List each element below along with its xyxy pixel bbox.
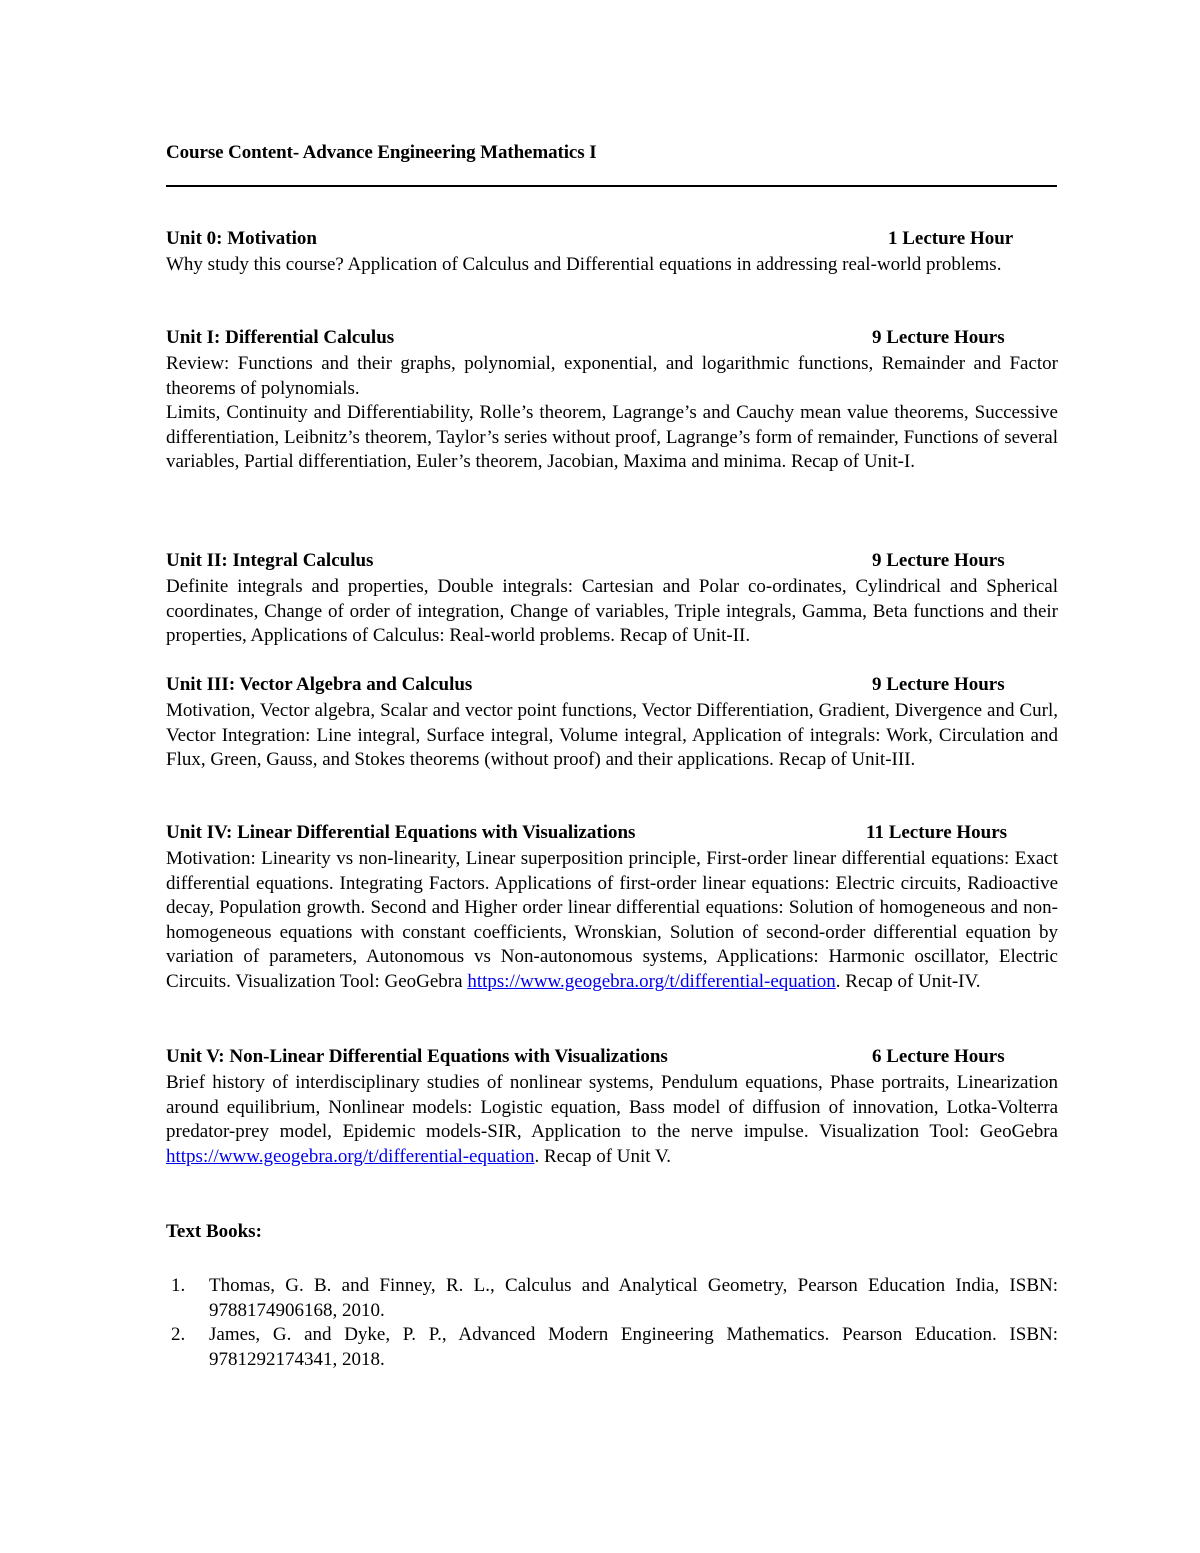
geogebra-link[interactable]: https://www.geogebra.org/t/differential-equation	[166, 1145, 535, 1167]
geogebra-link[interactable]: https://www.geogebra.org/t/differential-equation	[467, 970, 836, 992]
textbook-citation: James, G. and Dyke, P. P., Advanced Modern Engineering Mathematics. Pearson Education. ISBN: 9781292174341, 2018.	[209, 1324, 1058, 1370]
unit-4-section	[166, 822, 1058, 995]
textbooks-heading: Text Books:	[166, 1221, 262, 1242]
unit-description	[166, 352, 1058, 475]
unit-text: Brief history of interdisciplinary studies of nonlinear systems, Pendulum equations, Phase portraits, Linearization around equilibrium, Nonlinear models: Logistic equation, Bass model of diffusion of innovation, Lotka-Volterra predator-prey model, Epidemic models-SIR, Application to the nerve impulse. Visualization Tool: GeoGebra	[166, 1072, 1058, 1143]
unit-title: Unit IV: Linear Differential Equations with Visualizations	[166, 822, 636, 843]
unit-2-section	[166, 550, 1058, 649]
unit-header	[166, 327, 1058, 352]
unit-description	[166, 699, 1058, 773]
unit-hours: 9 Lecture Hours	[872, 550, 1005, 571]
page-title: Course Content- Advance Engineering Mathematics I	[166, 142, 597, 163]
unit-description	[166, 847, 1058, 995]
unit-hours: 9 Lecture Hours	[872, 327, 1005, 348]
unit-header	[166, 1046, 1058, 1071]
list-item	[166, 1274, 1058, 1323]
unit-title: Unit III: Vector Algebra and Calculus	[166, 674, 473, 695]
unit-title: Unit V: Non-Linear Differential Equations with Visualizations	[166, 1046, 668, 1067]
unit-paragraph: Why study this course? Application of Calculus and Differential equations in addressing real-world problems.	[166, 254, 1002, 275]
textbook-list	[166, 1274, 1058, 1372]
unit-description	[166, 575, 1058, 649]
unit-paragraph	[166, 1071, 1058, 1169]
unit-text: . Recap of Unit-IV.	[835, 970, 981, 992]
textbook-citation: Thomas, G. B. and Finney, R. L., Calculus and Analytical Geometry, Pearson Education India, ISBN: 9788174906168, 2010.	[209, 1275, 1058, 1321]
unit-0-section	[166, 228, 1058, 278]
unit-header	[166, 674, 1058, 699]
unit-paragraph	[166, 847, 1058, 995]
unit-paragraph: Review: Functions and their graphs, polynomial, exponential, and logarithmic functions, Remainder and Factor theorems of polynomials.	[166, 353, 1058, 399]
unit-title: Unit II: Integral Calculus	[166, 550, 374, 571]
unit-description	[166, 253, 1058, 278]
unit-text: . Recap of Unit V.	[534, 1145, 671, 1167]
unit-text: Motivation: Linearity vs non-linearity, Linear superposition principle, First-order linear differential equations: Exact differential equations. Integrating Factors. Applications of first-order linear equations: Electric circuits, Radioactive decay, Population growth. Second and Higher order linear differential equations: Solution of homogeneous and non-homogeneous equations with constant coefficients, Wronskian, Solution of second-order differential equation by variation of parameters, Autonomous vs Non-autonomous systems, Applications: Harmonic oscillator, Electric Circuits. Visualization Tool: GeoGebra	[166, 848, 1058, 992]
unit-paragraph: Limits, Continuity and Differentiability, Rolle’s theorem, Lagrange’s and Cauchy mean value theorems, Successive differentiation, Leibnitz’s theorem, Taylor’s series without proof, Lagrange’s form of remainder, Functions of several variables, Partial differentiation, Euler’s theorem, Jacobian, Maxima and minima. Recap of Unit-I.	[166, 402, 1058, 473]
unit-1-section	[166, 327, 1058, 475]
unit-paragraph: Motivation, Vector algebra, Scalar and vector point functions, Vector Differentiation, Gradient, Divergence and Curl, Vector Integration: Line integral, Surface integral, Volume integral, Application of integrals: Work, Circulation and Flux, Green, Gauss, and Stokes theorems (without proof) and their applications. Recap of Unit-III.	[166, 700, 1058, 771]
unit-title: Unit I: Differential Calculus	[166, 327, 395, 348]
unit-3-section	[166, 674, 1058, 773]
unit-header	[166, 228, 1058, 253]
unit-title: Unit 0: Motivation	[166, 228, 317, 249]
unit-hours: 9 Lecture Hours	[872, 674, 1005, 695]
list-number: 1.	[171, 1275, 186, 1296]
unit-paragraph: Definite integrals and properties, Double integrals: Cartesian and Polar co-ordinates, Cylindrical and Spherical coordinates, Change of order of integration, Change of variables, Triple integrals, Gamma, Beta functions and their properties, Applications of Calculus: Real-world problems. Recap of Unit-II.	[166, 576, 1058, 647]
list-number: 2.	[171, 1324, 186, 1346]
unit-description	[166, 1071, 1058, 1169]
unit-header	[166, 822, 1058, 847]
title-divider	[166, 185, 1057, 187]
unit-hours: 6 Lecture Hours	[872, 1046, 1005, 1067]
list-item	[166, 1323, 1058, 1372]
unit-5-section	[166, 1046, 1058, 1169]
unit-hours: 1 Lecture Hour	[888, 228, 1014, 249]
unit-hours: 11 Lecture Hours	[866, 822, 1008, 843]
unit-header	[166, 550, 1058, 575]
